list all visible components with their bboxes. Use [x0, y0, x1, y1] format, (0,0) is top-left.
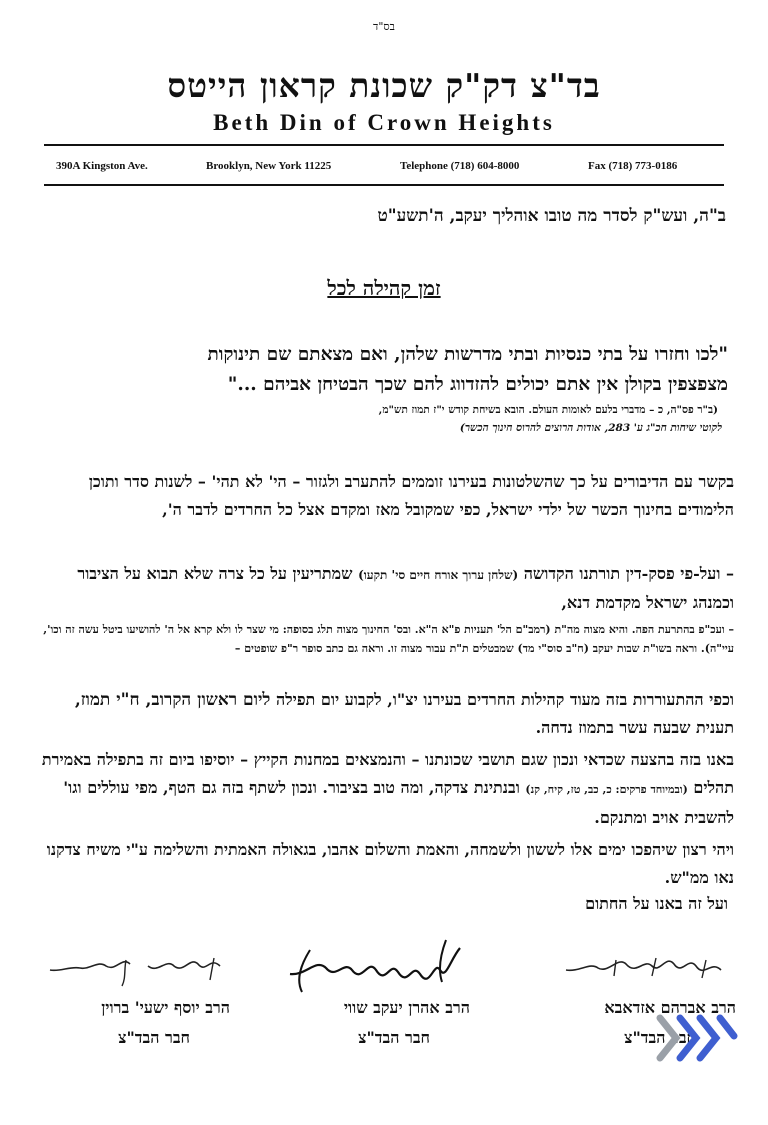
paragraph-5-end: ובנתינת צדקה, ומה טוב בציבור. ונכון לשתף בזה גם הטף, מפי עוללים וגו' להשבית אויב ומתנקם.	[63, 778, 734, 827]
closing-line: ועל זה באנו על החתום	[585, 894, 728, 913]
paragraph-2	[38, 560, 734, 617]
signer-name-3: הרב יוסף ישעי' ברוין	[101, 998, 230, 1017]
quote-block	[44, 340, 728, 400]
paragraph-3-footnote: – ועכ"פ בהתרעת הפה. והיא מצוה מה"ת (רמב"ם הל' תעניות פ"א ה"א. ובס' החינוך מצוה תלג בסופה: מי שצר לו ולא קרא אל ה' להושיעו ביטל עשה זה וכו', עיי"ה). וראה בשו"ת שבות יעקב (ח"ב סוס"י מד) שמבטלים ת"ת עבור מצוה זו. וראה גם כתב סופר ר"פ שופטים –	[43, 623, 734, 655]
paragraph-5	[38, 746, 734, 832]
quote-line-2: מצפצפין בקולן אין אתם יכולים להזדווג להם שכך הבטיחן אביהם ..."	[227, 374, 728, 395]
paragraph-5-start: באנו בזה בהצעה שכדאי ונכון שגם תושבי שכונתנו – והנמצאים במחנות הקייץ – יוסיפו ביום זה בתפילה באמירת תהלים	[41, 750, 734, 797]
signer-role-2: חבר הבד"צ	[358, 1028, 430, 1047]
handwritten-signature-1	[536, 930, 736, 1000]
signature-block-3	[30, 930, 230, 1060]
contact-line	[56, 160, 724, 176]
city: Brooklyn, New York 11225	[206, 160, 332, 172]
letterhead-rule-top	[44, 144, 724, 146]
telephone: Telephone (718) 604-8000	[400, 160, 520, 172]
letterhead-rule-bottom	[44, 184, 724, 186]
paragraph-4-date: ליום ראשון הקרוב, ח"י תמוז,	[74, 690, 271, 710]
paragraph-4	[38, 686, 734, 742]
fax: Fax (718) 773-0186	[588, 160, 678, 172]
english-letterhead-title: Beth Din of Crown Heights	[213, 110, 555, 135]
paragraph-2-end: שמתריעין על כל צרה שלא תבוא על הציבור וכמנהג ישראל מקדמת דנא,	[77, 564, 734, 612]
signature-block-2	[270, 930, 470, 1060]
signer-role-1: חבר הבד"צ	[624, 1028, 696, 1047]
handwritten-signature-2	[270, 930, 470, 1000]
handwritten-signature-3	[30, 930, 230, 1000]
paragraph-5-ref: (ובמיוחד פרקים: כ, כב, טז, קיח, קנ)	[525, 783, 688, 796]
quote-source-2: לקוטי שיחות חכ"ג ע' 283, אודות הרוצים להרוס חינוך הכשר)	[459, 422, 722, 434]
address: 390A Kingston Ave.	[56, 160, 148, 172]
date-line: ב"ה, ועש"ק לסדר מה טובו אוהליך יעקב, ה'תשע"ט	[377, 206, 726, 226]
hebrew-letterhead-title: בד"צ דק"ק שכונת קראון הייטס	[167, 66, 601, 105]
paragraph-4-end: תענית שבעה עשר בתמוז נדחה.	[535, 718, 734, 737]
paragraph-6: ויהי רצון שיהפכו ימים אלו לששון ולשמחה, והאמת והשלום אהבו, בגאולה האמתית והשלימה ע"י משיח צדקנו נאו ממ"ש.	[46, 840, 734, 887]
quote-source-1: (ב"ר פס"ה, כ – מדברי בלעם לאומות העולם. הובא בשיחת קודש י"ז תמוז תש"מ,	[378, 404, 718, 416]
quote-line-1: "לכו וחזרו על בתי כנסיות ובתי מדרשות שלהן, ואם מצאתם שם תינוקות	[207, 344, 728, 365]
signer-name-2: הרב אהרן יעקב שווי	[343, 998, 470, 1017]
signer-role-3: חבר הבד"צ	[118, 1028, 190, 1047]
bsd-header: בס"ד	[373, 20, 395, 33]
paragraph-1: בקשר עם הדיבורים על כך שהשלטונות בעירנו זוממים להתערב ולגזור – הי' לא תהי' – לשנות סדר ותוכן הלימודים בחינוך הכשר של ילדי ישראל, כפי שמקובל מאז ומקדם אצל כל החרדים לדבר ה',	[88, 472, 734, 519]
paragraph-2-start: – ועל-פי פסק-דין תורתנו הקדושה	[523, 564, 734, 583]
headline: זמן קהילה לכל	[327, 276, 441, 300]
signer-name-1: הרב אברהם אזדאבא	[604, 998, 736, 1017]
paragraph-4-start: וכפי ההתעוררות בזה מעוד קהילות החרדים בעירנו יצ"ו, לקבוע יום תפילה	[275, 690, 734, 709]
watermark-logo-icon	[650, 1008, 740, 1070]
paragraph-2-ref: (שלחן ערוך אורח חיים סי' תקעו)	[358, 568, 519, 582]
